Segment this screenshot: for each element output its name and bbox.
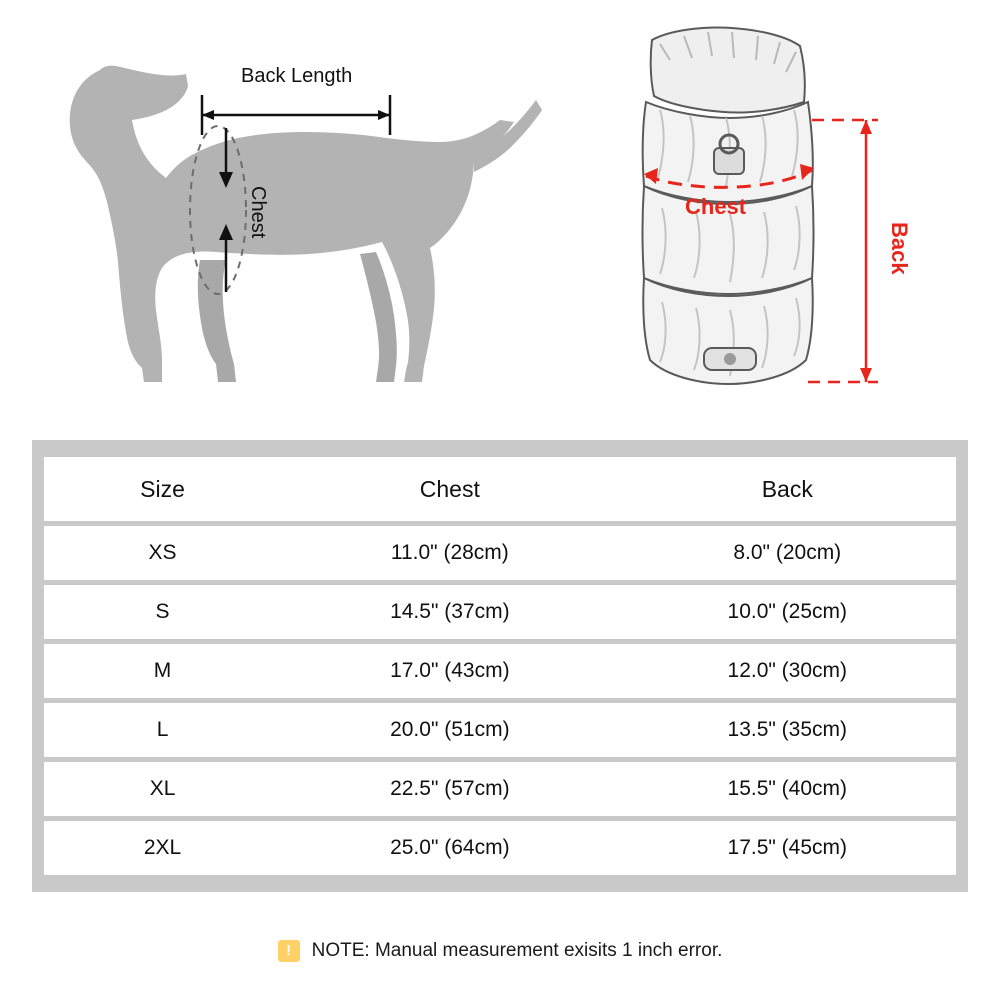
column-header-back: Back [619,457,956,521]
cell-back: 15.5" (40cm) [619,762,956,816]
coat-measurement-diagram [600,10,960,410]
note-row [0,940,1000,962]
table-row [44,526,956,580]
column-header-size: Size [44,457,281,521]
cell-size: XL [44,762,281,816]
table-row [44,762,956,816]
cell-back: 13.5" (35cm) [619,703,956,757]
cell-chest: 17.0" (43cm) [281,644,618,698]
dog-measurement-diagram [30,10,550,410]
cell-chest: 25.0" (64cm) [281,821,618,875]
cell-back: 17.5" (45cm) [619,821,956,875]
column-header-chest: Chest [281,457,618,521]
table-row [44,644,956,698]
back-length-measure [202,95,390,135]
cell-size: 2XL [44,821,281,875]
cell-back: 12.0" (30cm) [619,644,956,698]
cell-size: XS [44,526,281,580]
cell-back: 8.0" (20cm) [619,526,956,580]
cell-size: S [44,585,281,639]
note-text: NOTE: Manual measurement exisits 1 inch error. [311,940,723,961]
illustration-area [0,0,1000,420]
cell-chest: 14.5" (37cm) [281,585,618,639]
size-chart-table-wrapper [32,440,968,892]
cell-chest: 20.0" (51cm) [281,703,618,757]
table-row [44,585,956,639]
table-row [44,821,956,875]
cell-chest: 11.0" (28cm) [281,526,618,580]
cell-back: 10.0" (25cm) [619,585,956,639]
table-row [44,703,956,757]
chest-label: Chest [247,186,269,239]
exclamation-icon: ! [278,940,300,962]
back-length-label: Back Length [241,65,353,87]
cell-size: L [44,703,281,757]
cell-size: M [44,644,281,698]
table-header-row [44,457,956,521]
hem-badge-icon [704,348,756,370]
size-chart-table [44,452,956,880]
dog-silhouette-icon [70,66,542,382]
coat-back-label: Back [887,222,912,275]
cell-chest: 22.5" (57cm) [281,762,618,816]
coat-back-measure [808,120,878,382]
coat-chest-label: Chest [685,194,747,219]
